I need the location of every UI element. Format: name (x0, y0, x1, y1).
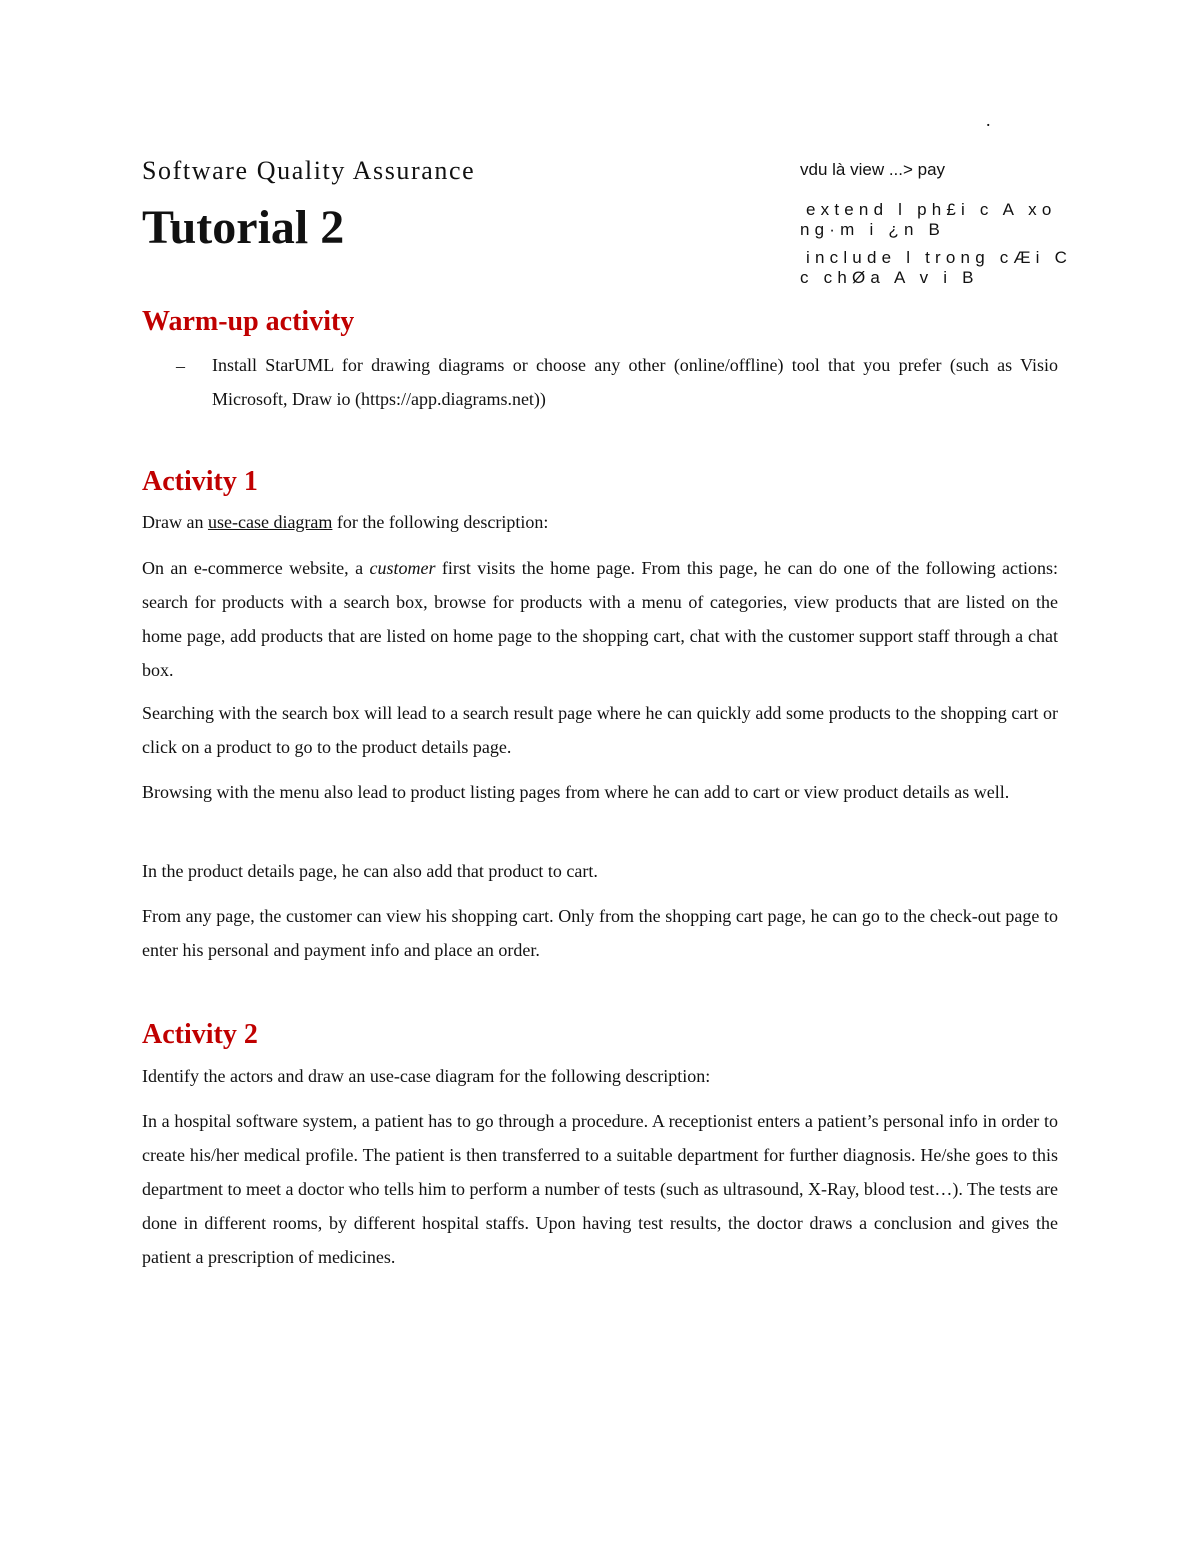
note-line-5: c chØa A v i B (800, 268, 979, 287)
activity1-paragraph-1: On an e-commerce website, a customer first visits the home page. From this page, he can do one of the following actions: search for products with a search box, browse for products with a menu of categories, view products that are listed on the home page, add products that are listed on home page to the shopping cart, chat with the customer support staff through a chat box. (142, 558, 1058, 680)
activity1-paragraph-4: In the product details page, he can also add that product to cart. (142, 861, 598, 881)
warmup-heading: Warm-up activity (142, 306, 355, 337)
note-line-3: ng·m i ¿n B (800, 220, 946, 239)
activity1-intro: Draw an use-case diagram for the following description: (142, 512, 549, 532)
course-subtitle: Software Quality Assurance (142, 156, 476, 185)
note-line-2: extend l ph£i c A xo (806, 200, 1057, 219)
activity2-heading: Activity 2 (142, 1019, 258, 1050)
use-case-diagram-term: use-case diagram (207, 512, 333, 532)
customer-term: customer (369, 558, 436, 578)
bullet-dash: – (176, 356, 185, 376)
activity2-paragraph-1: In a hospital software system, a patient has to go through a procedure. A receptionist enters a patient’s personal info in order to create his/her medical profile. The patient is then transferred to a suitable department for further diagnosis. He/she goes to this department to meet a doctor who tells him to perform a number of tests (such as ultrasound, X-Ray, blood test…). The tests are done in different rooms, by different hospital staffs. Upon having test results, the doctor draws a conclusion and gives the patient a prescription of medicines. (142, 1111, 1058, 1267)
note-line-4: include l trong cÆi C (806, 248, 1073, 267)
activity1-paragraph-3: Browsing with the menu also lead to product listing pages from where he can add to cart or view product details as well. (142, 782, 1010, 802)
activity1-paragraph-5: From any page, the customer can view his shopping cart. Only from the shopping cart page, he can go to the check-out page to enter his personal and payment info and place an order. (142, 906, 1058, 960)
activity1-heading: Activity 1 (142, 466, 258, 497)
activity1-paragraph-2: Searching with the search box will lead to a search result page where he can quickly add some products to the shopping cart or click on a product to go to the product details page. (142, 703, 1058, 757)
corner-dot: . (986, 110, 991, 130)
note-line-1: vdu là view ...> pay (800, 160, 946, 179)
page-title: Tutorial 2 (142, 201, 345, 254)
warmup-text: Install StarUML for drawing diagrams or choose any other (online/offline) tool that you prefer (such as Visio Microsoft, Draw io (https://app.diagrams.net)) (212, 355, 1058, 409)
activity2-intro: Identify the actors and draw an use-case diagram for the following description: (142, 1066, 711, 1086)
